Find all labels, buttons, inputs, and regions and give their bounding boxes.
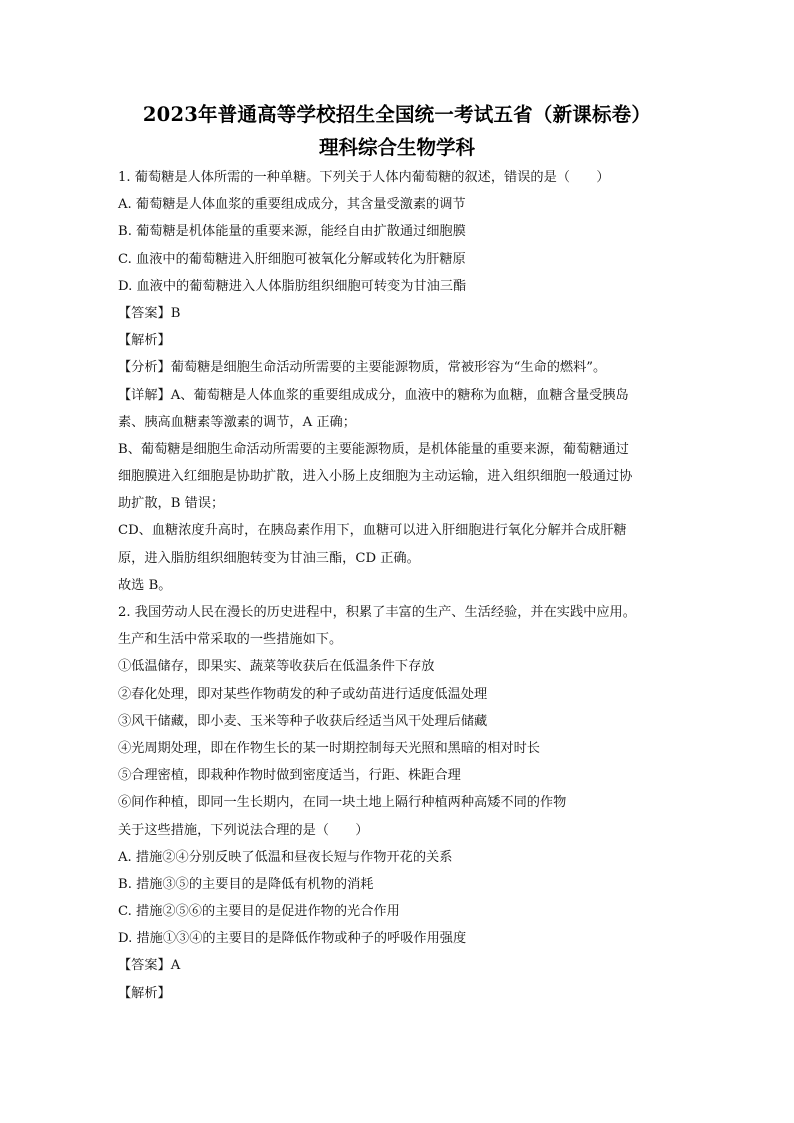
q1-option-b: B. 葡萄糖是机体能量的重要来源，能经自由扩散通过细胞膜 [118, 224, 466, 240]
q1-answer: 【答案】B [118, 305, 181, 321]
q2-measure: ⑥间作种植，即同一生长期内，在同一块土地上隔行种植两种高矮不同的作物 [118, 795, 567, 811]
q1-explanation-line: CD、血糖浓度升高时，在胰岛素作用下，血糖可以进入肝细胞进行氧化分解并合成肝糖 [118, 523, 627, 539]
q2-option-d: D. 措施①③④的主要目的是降低作物或种子的呼吸作用强度 [118, 931, 467, 947]
q1-explanation-line: 原，进入脂肪组织细胞转变为甘油三酯，CD 正确。 [118, 550, 420, 566]
q2-stem-line: 生产和生活中常采取的一些措施如下。 [118, 632, 343, 648]
q1-explanation-line: 故选 B。 [118, 577, 172, 593]
q1-analysis-label: 【解析】 [118, 333, 171, 349]
q2-analysis-label: 【解析】 [118, 985, 171, 1001]
q2-answer: 【答案】A [118, 958, 181, 974]
q2-option-b: B. 措施③⑤的主要目的是降低有机物的消耗 [118, 876, 374, 892]
q1-explanation-line: 【分析】葡萄糖是细胞生命活动所需要的主要能源物质，常被形容为“生命的燃料”。 [118, 360, 607, 376]
q1-option-c: C. 血液中的葡萄糖进入肝细胞可被氧化分解或转化为肝糖原 [118, 251, 466, 267]
q2-option-c: C. 措施②⑤⑥的主要目的是促进作物的光合作用 [118, 904, 400, 920]
q1-option-d: D. 血液中的葡萄糖进入人体脂肪组织细胞可转变为甘油三酯 [118, 278, 467, 294]
q2-measure: ④光周期处理，即在作物生长的某一时期控制每天光照和黑暗的相对时长 [118, 740, 540, 756]
q1-explanation-line: 【详解】A、葡萄糖是人体血浆的重要组成成分，血液中的糖称为血糖，血糖含量受胰岛 [118, 387, 629, 403]
q2-measure: ②春化处理，即对某些作物萌发的种子或幼苗进行适度低温处理 [118, 686, 488, 702]
q1-explanation-line: B、葡萄糖是细胞生命活动所需要的主要能源物质，是机体能量的重要来源，葡萄糖通过 [118, 441, 629, 457]
q2-measure: ⑤合理密植，即栽种作物时做到密度适当，行距、株距合理 [118, 768, 461, 784]
q2-stem-line: 2. 我国劳动人民在漫长的历史进程中，积累了丰富的生产、生活经验，并在实践中应用。 [118, 605, 636, 620]
q1-explanation-line: 素、胰高血糖素等激素的调节，A 正确； [118, 414, 356, 430]
page-title: 2023年普通高等学校招生全国统一考试五省（新课标卷） [142, 103, 652, 126]
q2-measure: ①低温储存，即果实、蔬菜等收获后在低温条件下存放 [118, 659, 435, 675]
q2-question: 关于这些措施，下列说法合理的是（ ） [118, 822, 369, 838]
q1-explanation-line: 细胞膜进入红细胞是协助扩散，进入小肠上皮细胞为主动运输，进入组织细胞一般通过协 [118, 469, 633, 485]
q2-measure: ③风干储藏，即小麦、玉米等种子收获后经适当风干处理后储藏 [118, 713, 488, 729]
q2-option-a: A. 措施②④分别反映了低温和昼夜长短与作物开花的关系 [118, 849, 453, 865]
q1-stem: 1. 葡萄糖是人体所需的一种单糖。下列关于人体内葡萄糖的叙述，错误的是（ ） [118, 170, 610, 185]
page-subtitle: 理科综合生物学科 [318, 136, 475, 159]
document-body [118, 164, 678, 1007]
q1-option-a: A. 葡萄糖是人体血浆的重要组成成分，其含量受激素的调节 [118, 197, 466, 213]
q1-explanation-line: 助扩散，B 错误； [118, 496, 225, 512]
